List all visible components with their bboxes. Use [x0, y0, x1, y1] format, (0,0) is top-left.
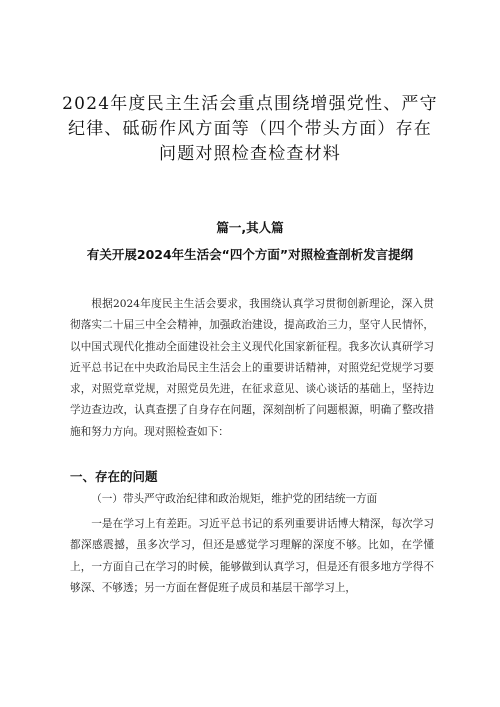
- intro-paragraph: 根据2024年度民主生活会要求，我围绕认真学习贯彻创新理论，深入贯彻落实二十届三中全会精神，加强政治建设，提高政治三力，坚守人民情怀，以中国式现代化推动全面建设社会主义现代化国家新征程。我多次认真研学习近平总书记在中央政治局民主生活会上的重要讲话精神，对照党纪党规学习要求，对照党章党规，对照党员先进，在征求意见、谈心谈话的基础上，坚持边学边查边改，认真查摆了自身存在问题，深刻剖析了问题根源，明确了整改措施和努力方向。现对照检查如下：: [70, 298, 434, 438]
- article-title: 有关开展2024年生活会“四个方面”对照检查剖析发言提纲: [86, 247, 414, 262]
- subsection-heading: （一）带头严守政治纪律和政治规矩，维护党的团结统一方面: [91, 493, 378, 505]
- body-paragraph: 一是在学习上有差距。习近平总书记的系列重要讲话博大精深，每次学习都深感震撼，虽多次学习，但还是感觉学习理解的深度不够。比如，在学懂上，一方面自己在学习的时候，能够做到认真学习，但是还有很多地方学得不够深、不够透；另一方面在督促班子成员和基层干部学习上，: [70, 518, 434, 594]
- document-main-title: 2024年度民主生活会重点围绕增强党性、严守纪律、砥砺作风方面等（四个带头方面）存在问题对照检查检查材料: [62, 94, 438, 164]
- article-label: 篇一,其人篇: [216, 220, 284, 235]
- section-heading: 一、存在的问题: [70, 469, 158, 484]
